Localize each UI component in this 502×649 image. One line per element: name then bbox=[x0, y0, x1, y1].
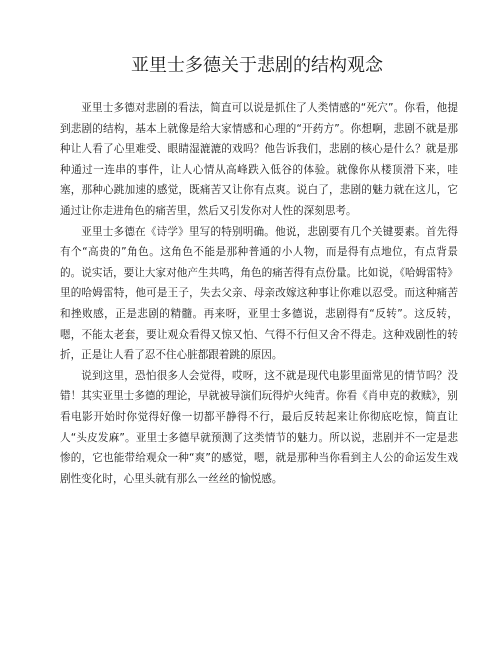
document-title: 亚里士多德关于悲剧的结构观念 bbox=[131, 55, 383, 76]
paragraph-3: 说到这里，恐怕很多人会觉得，哎呀，这不就是现代电影里面常见的情节吗？没错！其实亚里士多德的理论，早就被导演们玩得炉火纯青。你看《肖申克的救赎》，别看电影开始时你觉得好像一切都平静得不行，最后反转起来让你彻底吃惊，简直让人“头皮发麻”。亚里士多德早就预测了这类情节的魅力。所以说，悲剧并不一定是悲惨的，它也能带给观众一种“爽”的感觉，嗯，就是那种当你看到主人公的命运发生戏剧性变化时，心里头就有那么一丝丝的愉悦感。 bbox=[60, 369, 458, 485]
paragraph-1: 亚里士多德对悲剧的看法，简直可以说是抓住了人类情感的“死穴”。你看，他提到悲剧的结构，基本上就像是给大家情感和心理的“开药方”。你想啊，悲剧不就是那种让人看了心里难受、眼睛湿漉漉的戏吗？他告诉我们，悲剧的核心是什么？就是那种通过一连串的事件，让人心情从高峰跌入低谷的体验。就像你从楼顶滑下来，哇塞，那种心跳加速的感觉，既痛苦又让你有点爽。说白了，悲剧的魅力就在这儿，它通过让你走进角色的痛苦里，然后又引发你对人性的深刻思考。 bbox=[60, 102, 458, 217]
paragraph-2: 亚里士多德在《诗学》里写的特别明确。他说，悲剧要有几个关键要素。首先得有个“高贵的”角色。这角色不能是那种普通的小人物，而是得有点地位，有点背景的。说实话，要让大家对他产生共鸣，角色的痛苦得有点份量。比如说，《哈姆雷特》里的哈姆雷特，他可是王子，失去父亲、母亲改嫁这种事让你难以忍受。而这种痛苦和挫败感，正是悲剧的精髓。再来呀，亚里士多德说，悲剧得有“反转”。这反转，嗯，不能太老套，要让观众看得又惊又怕、气得不行但又舍不得走。这种戏剧性的转折，正是让人看了忍不住心脏都跟着跳的原因。 bbox=[60, 225, 458, 362]
